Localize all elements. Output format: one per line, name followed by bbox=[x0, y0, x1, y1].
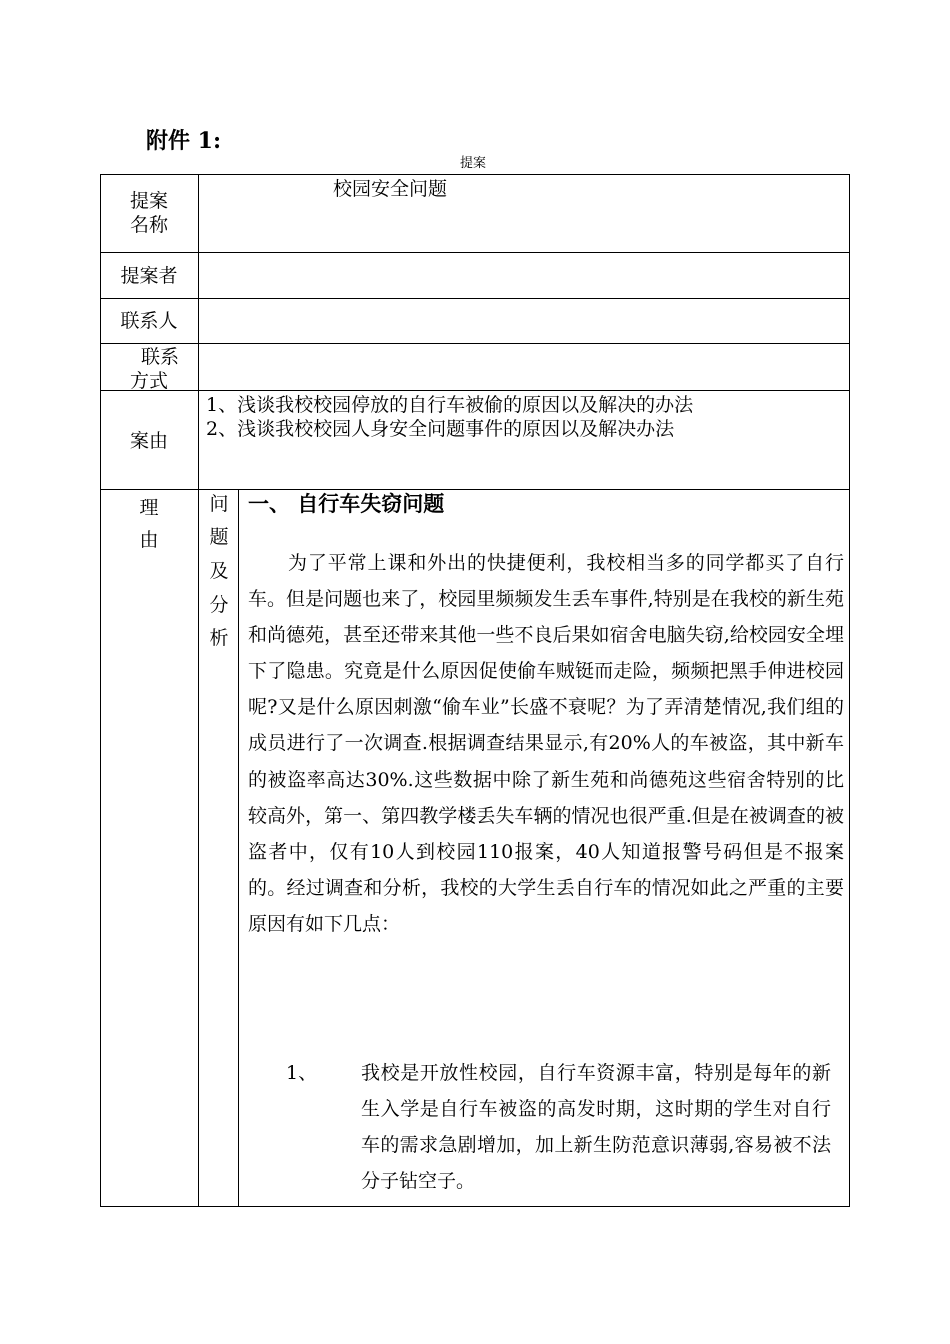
proposal-name-label-line2: 名称 bbox=[129, 214, 168, 236]
subcolumn-divider bbox=[238, 489, 239, 1206]
contact-method-label bbox=[100, 345, 198, 393]
cause-line-1: 1、浅谈我校校园停放的自行车被偷的原因以及解决的办法 bbox=[206, 394, 694, 416]
section-heading: 一、 自行车失窃问题 bbox=[248, 491, 445, 516]
contact-method-label-line2: 方式 bbox=[129, 370, 168, 392]
row-divider bbox=[100, 489, 850, 490]
reason-label bbox=[100, 492, 198, 556]
row-divider bbox=[100, 252, 850, 253]
row-divider bbox=[100, 298, 850, 299]
row-divider bbox=[100, 390, 850, 391]
subcolumn-char: 分 bbox=[209, 594, 229, 616]
cause-line-2: 2、浅谈我校校园人身安全问题事件的原因以及解决办法 bbox=[206, 418, 675, 440]
attachment-title: 附件 1: bbox=[146, 128, 222, 154]
column-divider bbox=[198, 174, 199, 1206]
list-item-text: 我校是开放性校园，自行车资源丰富，特别是每年的新生入学是自行车被盗的高发时期，这时期的学生对自行车的需求急剧增加，加上新生防范意识薄弱,容易被不法分子钻空子。 bbox=[361, 1062, 831, 1192]
contact-person-label: 联系人 bbox=[120, 310, 178, 332]
cause-label: 案由 bbox=[129, 430, 168, 452]
list-item-number: 1、 bbox=[286, 1062, 318, 1084]
table-caption: 提案 bbox=[460, 156, 487, 171]
subcolumn-char: 问 bbox=[209, 493, 229, 515]
contact-method-label-line1: 联系 bbox=[140, 346, 179, 368]
table-border-top bbox=[100, 174, 850, 175]
row-divider bbox=[100, 343, 850, 344]
subcolumn-char: 及 bbox=[209, 560, 229, 582]
proposal-name-value: 校园安全问题 bbox=[333, 178, 448, 200]
proposal-name-label-line1: 提案 bbox=[129, 190, 168, 212]
table-border-bottom bbox=[100, 1206, 850, 1207]
subcolumn-char: 题 bbox=[209, 526, 229, 548]
proposal-name-label bbox=[100, 189, 198, 237]
analysis-paragraph: 为了平常上课和外出的快捷便利，我校相当多的同学都买了自行车。但是问题也来了，校园里频频发生丢车事件,特别是在我校的新生苑和尚德苑，甚至还带来其他一些不良后果如宿舍电脑失窃,给校园安全埋下了隐患。究竟是什么原因促使偷车贼铤而走险，频频把黑手伸进校园呢?又是什么原因刺激“偷车业”长盛不衰呢？为了弄清楚情况,我们组的成员进行了一次调查.根据调查结果显示,有20%人的车被盗，其中新车的被盗率高达30%.这些数据中除了新生苑和尚德苑这些宿舍特别的比较高外，第一、第四教学楼丢失车辆的情况也很严重.但是在被调查的被盗者中，仅有10人到校园110报案，40人知道报警号码但是不报案的。经过调查和分析，我校的大学生丢自行车的情况如此之严重的主要原因有如下几点： bbox=[248, 552, 844, 935]
proposer-label: 提案者 bbox=[120, 265, 178, 287]
reason-label-char: 由 bbox=[139, 529, 159, 551]
reason-label-char: 理 bbox=[139, 497, 159, 519]
table-border-right bbox=[849, 174, 850, 1206]
subcolumn-char: 析 bbox=[209, 627, 229, 649]
